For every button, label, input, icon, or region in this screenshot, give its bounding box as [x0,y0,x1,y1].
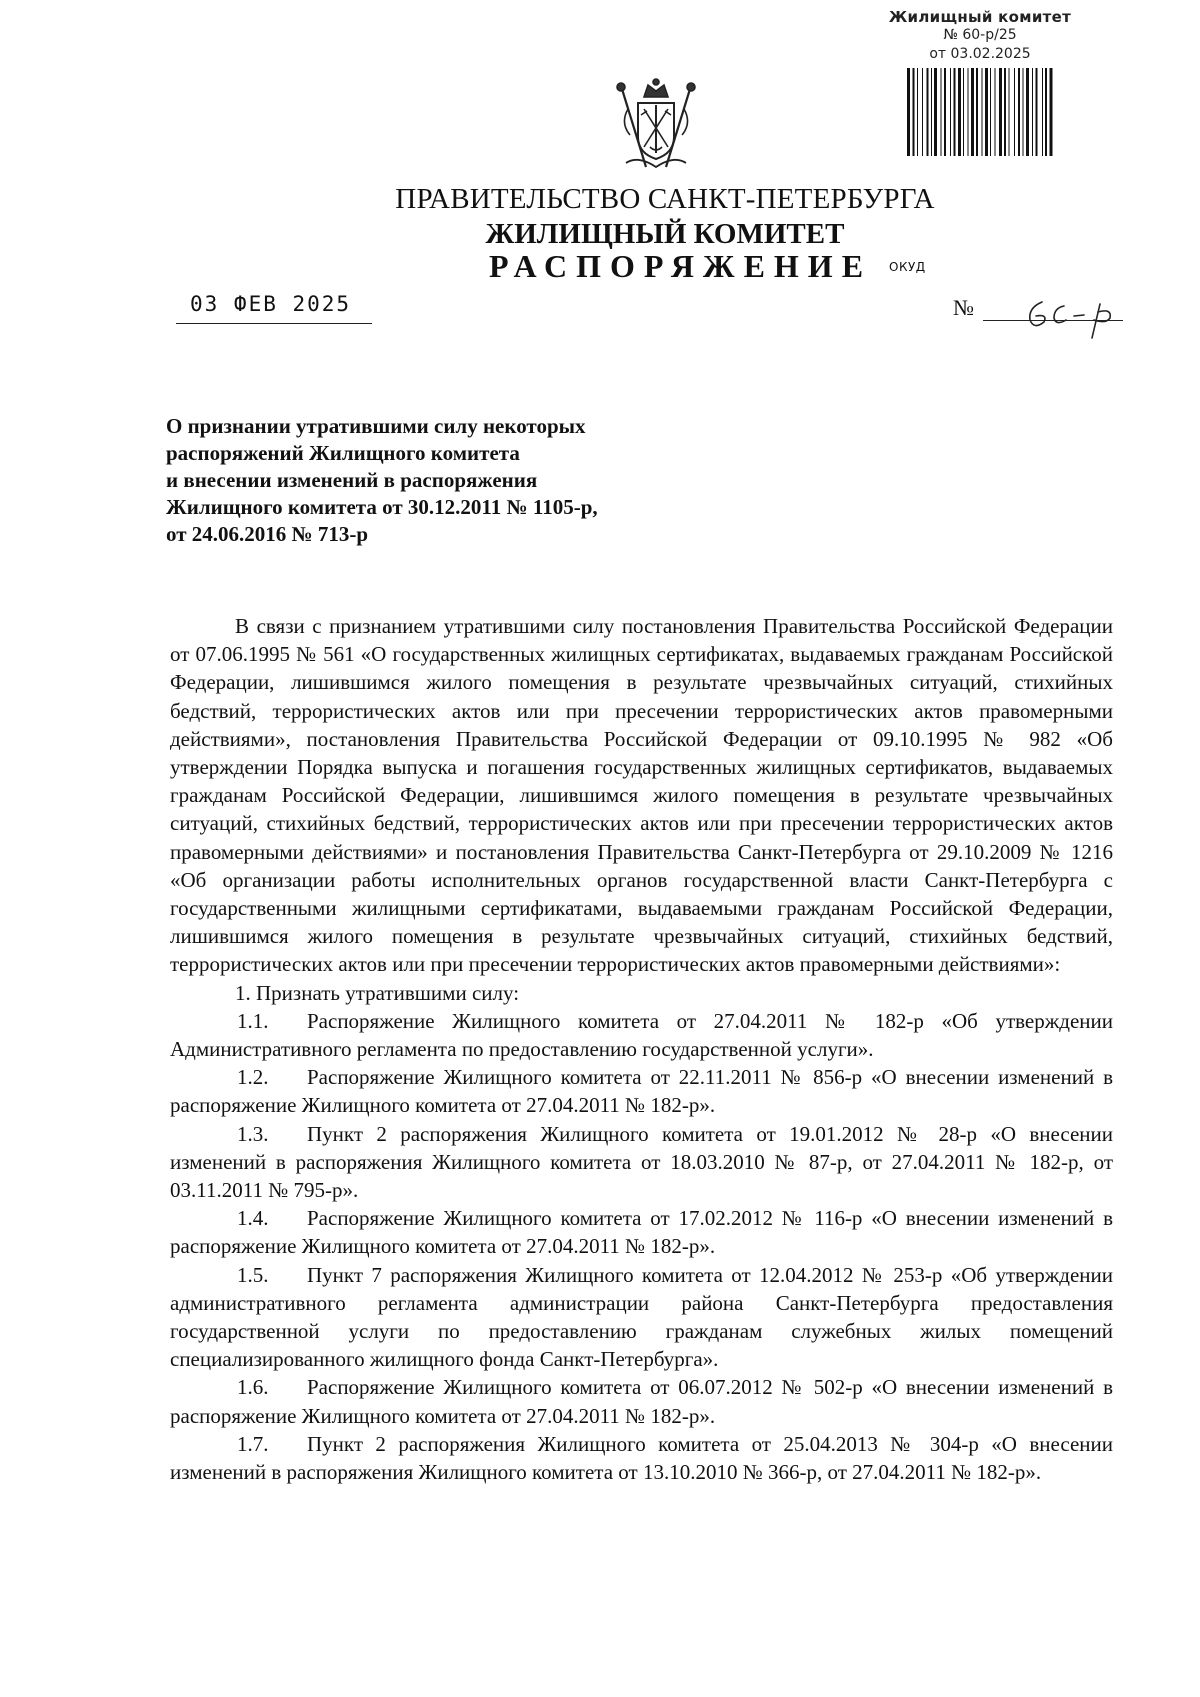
list-item [170,1261,1113,1374]
barcode-icon [905,68,1055,158]
item-text: Распоряжение Жилищного комитета от 22.11.2011 № 856-р «О внесении изменений в распоряжение Жилищного комитета от 27.04.2011 № 182-р». [170,1065,1113,1118]
item-text: Распоряжение Жилищного комитета от 06.07.2012 № 502-р «О внесении изменений в распоряжение Жилищного комитета от 27.04.2011 № 182-р». [170,1375,1113,1428]
list-item [170,1373,1113,1429]
item-text: Распоряжение Жилищного комитета от 17.02.2012 № 116-р «О внесении изменений в распоряжение Жилищного комитета от 27.04.2011 № 182-р». [170,1206,1113,1259]
registration-stamp [880,8,1080,158]
document-type: РАСПОРЯЖЕНИЕ [489,248,873,284]
handwritten-number-icon [1020,290,1130,340]
stamp-number: № 60-р/25 [943,27,1017,43]
title-line: О признании утратившими силу некоторых [166,414,586,438]
item-number: 1.1. [237,1008,269,1033]
item-text: Пункт 2 распоряжения Жилищного комитета от 25.04.2013 № 304-р «О внесении изменений в распоряжения Жилищного комитета от 13.10.2010 № 366-р, от 27.04.2011 № 182-р». [170,1431,1113,1485]
document-type-row [489,248,926,285]
okud-label: ОКУД [889,260,926,274]
point-1-heading: 1. Признать утратившими силу: [235,980,520,1005]
document-body [170,612,1113,1486]
item-number: 1.6. [237,1375,269,1400]
document-title [166,413,726,548]
list-item [170,1120,1113,1205]
number-sign: № [953,295,974,320]
document-date: 03 ФЕВ 2025 [190,292,352,316]
item-number: 1.4. [237,1206,269,1231]
coat-of-arms-icon [608,75,704,175]
item-number: 1.5. [237,1262,269,1287]
title-line: Жилищного комитета от 30.12.2011 № 1105-р, [166,495,598,519]
date-underline [176,323,372,324]
item-text: Пункт 2 распоряжения Жилищного комитета от 19.01.2012 № 28-р «О внесении изменений в распоряжения Жилищного комитета от 18.03.2010 № 87-р, от 27.04.2011 № 182-р, от 03.11.2011 № 795-р». [170,1121,1113,1203]
item-number: 1.2. [237,1065,269,1090]
item-text: Пункт 7 распоряжения Жилищного комитета от 12.04.2012 № 253-р «Об утверждении административного регламента администрации района Санкт-Петербурга предоставления государственной услуги по предоставлению гражданам служебных жилых помещений специализированного жилищного фонда Санкт-Петербурга». [170,1262,1113,1372]
item-text: Распоряжение Жилищного комитета от 27.04.2011 № 182-р «Об утверждении Административного регламента по предоставлению государственной услуги». [170,1008,1113,1062]
item-number: 1.7. [237,1431,269,1456]
list-item [170,1007,1113,1063]
title-line: и внесении изменений в распоряжения [166,468,538,492]
stamp-organization: Жилищный комитет [888,8,1072,26]
preamble-paragraph: В связи с признанием утратившими силу постановления Правительства Российской Федерации от 07.06.1995 № 561 «О государственных жилищных сертификатах, выдаваемых гражданам Российской Федерации, лишившимся жилого помещения в результате чрезвычайных ситуаций, стихийных бедствий, террористических актов или при пресечении террористических актов правомерными действиями», постановления Правительства Российской Федерации от 09.10.1995 № 982 «Об утверждении Порядка выпуска и погашения государственных жилищных сертификатов, выдаваемых гражданам Российской Федерации, лишившимся жилого помещения в результате чрезвычайных ситуаций, стихийных бедствий, террористических актов или при пресечении террористических актов правомерными действиями» и постановления Правительства Санкт-Петербурга от 29.10.2009 № 1216 «Об организации работы исполнительных органов государственной власти Санкт-Петербурга с государственными жилищными сертификатами, выдаваемыми гражданам Российской Федерации, лишившимся жилого помещения в результате чрезвычайных ситуаций, стихийных бедствий, террористических актов или при пресечении террористических актов правомерными действиями»: [170,614,1113,977]
list-item [170,1430,1113,1486]
title-line: от 24.06.2016 № 713-р [166,522,369,546]
item-number: 1.3. [237,1121,269,1146]
government-name: ПРАВИТЕЛЬСТВО САНКТ-ПЕТЕРБУРГА [395,183,935,215]
list-item [170,1063,1113,1119]
committee-name: ЖИЛИЩНЫЙ КОМИТЕТ [485,218,845,250]
stamp-date: от 03.02.2025 [929,46,1031,62]
title-line: распоряжений Жилищного комитета [166,441,520,465]
list-item [170,1204,1113,1260]
